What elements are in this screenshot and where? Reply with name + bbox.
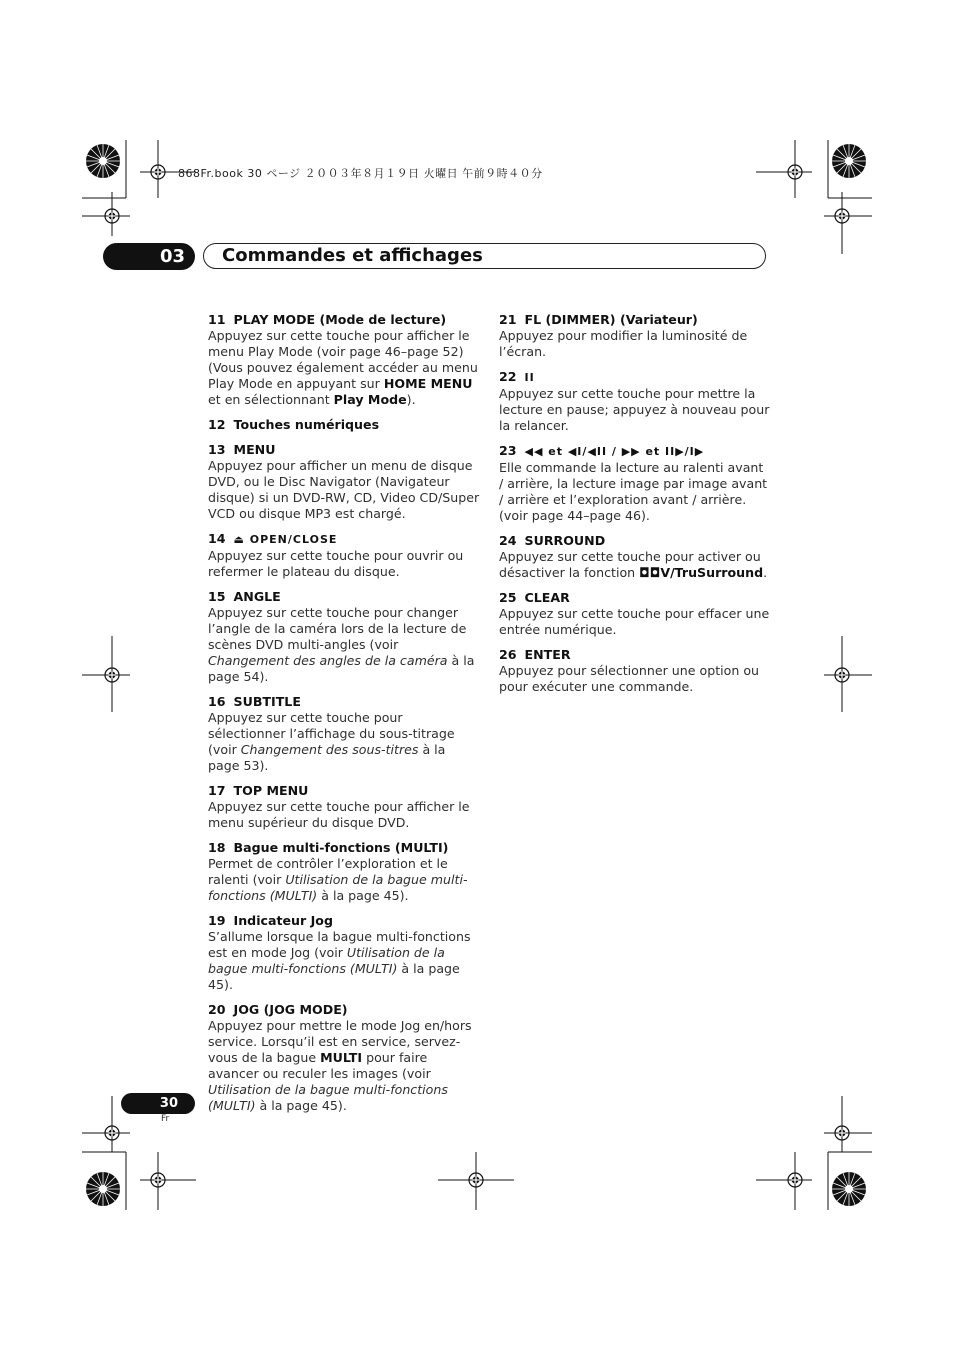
control-item-16 bbox=[208, 694, 480, 774]
description-text: Appuyez sur cette touche pour ouvrir ou refermer le plateau du disque. bbox=[208, 548, 464, 579]
control-item-description bbox=[499, 386, 771, 434]
control-item-heading bbox=[208, 1002, 480, 1018]
control-item-number: 21 bbox=[499, 312, 517, 327]
control-item-number: 26 bbox=[499, 647, 517, 662]
description-text: Permet de contrôler l’exploration et le ralenti (voir bbox=[208, 856, 448, 887]
control-item-heading bbox=[499, 312, 771, 328]
control-item-description bbox=[208, 605, 480, 685]
cross-reference: Changement des angles de la caméra bbox=[208, 653, 448, 668]
control-item-description bbox=[208, 1018, 480, 1114]
control-item-heading bbox=[499, 369, 771, 386]
emphasis-bold: ◘◘V/TruSurround bbox=[639, 565, 764, 580]
control-item-number: 12 bbox=[208, 417, 226, 432]
description-text: Appuyez sur cette touche pour effacer une entrée numérique. bbox=[499, 606, 770, 637]
cross-reference: Utilisation de la bague multi-fonctions (MULTI) bbox=[208, 1082, 448, 1113]
control-item-number: 11 bbox=[208, 312, 226, 327]
control-item-11 bbox=[208, 312, 480, 408]
emphasis-bold: MULTI bbox=[320, 1050, 363, 1065]
cross-reference: Utilisation de la bague multi-fonctions (MULTI) bbox=[208, 872, 468, 903]
control-item-description bbox=[499, 606, 771, 638]
description-text: à la page 53). bbox=[208, 742, 446, 773]
control-item-number: 18 bbox=[208, 840, 226, 855]
control-item-heading bbox=[208, 589, 480, 605]
control-item-number: 20 bbox=[208, 1002, 226, 1017]
control-item-title: MENU bbox=[233, 442, 276, 457]
control-item-heading bbox=[499, 533, 771, 549]
emphasis-bold: Play Mode bbox=[333, 392, 407, 407]
control-item-description bbox=[208, 799, 480, 831]
control-item-title: SUBTITLE bbox=[233, 694, 301, 709]
control-item-12 bbox=[208, 417, 480, 433]
control-item-description bbox=[499, 460, 771, 524]
control-item-number: 25 bbox=[499, 590, 517, 605]
control-item-number: 15 bbox=[208, 589, 226, 604]
control-item-title: PLAY MODE (Mode de lecture) bbox=[233, 312, 447, 327]
control-item-title: CLEAR bbox=[524, 590, 570, 605]
description-text: pour faire avancer ou reculer les images (voir bbox=[208, 1050, 431, 1081]
control-item-24 bbox=[499, 533, 771, 581]
control-item-22 bbox=[499, 369, 771, 434]
control-item-13 bbox=[208, 442, 480, 522]
description-text: Appuyez sur cette touche pour activer ou désactiver la fonction bbox=[499, 549, 761, 580]
description-text: à la page 45). bbox=[255, 1098, 347, 1113]
control-item-title: JOG (JOG MODE) bbox=[233, 1002, 348, 1017]
left-column bbox=[208, 312, 480, 1123]
control-item-heading bbox=[499, 590, 771, 606]
control-item-title: II bbox=[524, 371, 535, 384]
control-item-heading bbox=[499, 647, 771, 663]
control-item-description bbox=[208, 458, 480, 522]
control-item-description bbox=[499, 549, 771, 581]
control-item-title: ⏏ OPEN/CLOSE bbox=[233, 533, 338, 546]
description-text: Appuyez sur cette touche pour changer l’angle de la caméra lors de la lecture de scènes DVD multi-angles (voir bbox=[208, 605, 467, 652]
control-item-description bbox=[208, 710, 480, 774]
control-item-15 bbox=[208, 589, 480, 685]
description-text: à la page 45). bbox=[317, 888, 409, 903]
control-item-14 bbox=[208, 531, 480, 580]
control-item-number: 22 bbox=[499, 369, 517, 384]
control-item-20 bbox=[208, 1002, 480, 1114]
control-item-title: ENTER bbox=[524, 647, 571, 662]
control-item-heading bbox=[208, 312, 480, 328]
control-item-title: Bague multi-fonctions (MULTI) bbox=[233, 840, 449, 855]
control-item-23 bbox=[499, 443, 771, 524]
control-item-number: 13 bbox=[208, 442, 226, 457]
control-item-21 bbox=[499, 312, 771, 360]
control-item-heading bbox=[208, 442, 480, 458]
control-item-number: 16 bbox=[208, 694, 226, 709]
control-item-description bbox=[208, 548, 480, 580]
control-item-number: 23 bbox=[499, 443, 517, 458]
control-item-heading bbox=[499, 443, 771, 460]
control-item-title: FL (DIMMER) (Variateur) bbox=[524, 312, 698, 327]
control-item-description bbox=[499, 663, 771, 695]
description-text: Elle commande la lecture au ralenti avant / arrière, la lecture image par image avant / arrière et l’exploration avant / arrière. (voir page 44–page 46). bbox=[499, 460, 768, 523]
control-item-number: 17 bbox=[208, 783, 226, 798]
description-text: Appuyez pour afficher un menu de disque DVD, ou le Disc Navigator (Navigateur disque) si un DVD-RW, CD, Video CD/Super VCD ou disque MP3 est chargé. bbox=[208, 458, 480, 521]
control-item-26 bbox=[499, 647, 771, 695]
description-text: à la page 45). bbox=[208, 961, 460, 992]
control-item-25 bbox=[499, 590, 771, 638]
description-text: Appuyez sur cette touche pour mettre la lecture en pause; appuyez à nouveau pour la relancer. bbox=[499, 386, 770, 433]
control-item-description bbox=[208, 328, 480, 408]
cross-reference: Utilisation de la bague multi-fonctions (MULTI) bbox=[208, 945, 445, 976]
control-item-title: Touches numériques bbox=[233, 417, 380, 432]
control-item-title: SURROUND bbox=[524, 533, 606, 548]
description-text: Appuyez pour modifier la luminosité de l’écran. bbox=[499, 328, 748, 359]
control-item-heading bbox=[208, 417, 480, 433]
description-text: Appuyez sur cette touche pour afficher le menu Play Mode (voir page 46–page 52) (Vous pouvez également accéder au menu Play Mode en appuyant sur bbox=[208, 328, 478, 391]
file-header: 868Fr.book 30 ページ ２００３年８月１９日 火曜日 午前９時４０分 bbox=[178, 167, 543, 180]
control-item-number: 19 bbox=[208, 913, 226, 928]
description-text: et en sélectionnant bbox=[208, 392, 334, 407]
page-language: Fr bbox=[161, 1114, 170, 1124]
description-text: Appuyez sur cette touche pour sélectionner l’affichage du sous-titrage (voir bbox=[208, 710, 455, 757]
chapter-number: 03 bbox=[103, 243, 195, 270]
description-text: Appuyez pour mettre le mode Jog en/hors service. Lorsqu’il est en service, servez-vous de la bague bbox=[208, 1018, 472, 1065]
control-item-number: 24 bbox=[499, 533, 517, 548]
control-item-heading bbox=[208, 783, 480, 799]
control-item-number: 14 bbox=[208, 531, 226, 546]
emphasis-bold: HOME MENU bbox=[383, 376, 473, 391]
description-text: . bbox=[763, 565, 768, 580]
control-item-18 bbox=[208, 840, 480, 904]
description-text: ). bbox=[406, 392, 416, 407]
control-item-heading bbox=[208, 840, 480, 856]
control-item-title: ◀◀ et ◀I/◀II / ▶▶ et II▶/I▶ bbox=[524, 445, 705, 458]
control-item-description bbox=[208, 929, 480, 993]
control-item-heading bbox=[208, 913, 480, 929]
control-item-heading bbox=[208, 531, 480, 548]
control-item-title: TOP MENU bbox=[233, 783, 309, 798]
description-text: Appuyez pour sélectionner une option ou pour exécuter une commande. bbox=[499, 663, 760, 694]
chapter-title: Commandes et affichages bbox=[222, 245, 483, 266]
right-column bbox=[499, 312, 771, 704]
description-text: S’allume lorsque la bague multi-fonctions est en mode Jog (voir bbox=[208, 929, 471, 960]
control-item-17 bbox=[208, 783, 480, 831]
control-item-19 bbox=[208, 913, 480, 993]
cross-reference: Changement des sous-titres bbox=[240, 742, 419, 757]
control-item-description bbox=[208, 856, 480, 904]
control-item-heading bbox=[208, 694, 480, 710]
page-number: 30 bbox=[121, 1093, 195, 1114]
description-text: à la page 54). bbox=[208, 653, 475, 684]
control-item-title: Indicateur Jog bbox=[233, 913, 333, 928]
control-item-title: ANGLE bbox=[233, 589, 281, 604]
description-text: Appuyez sur cette touche pour afficher le menu supérieur du disque DVD. bbox=[208, 799, 470, 830]
control-item-description bbox=[499, 328, 771, 360]
